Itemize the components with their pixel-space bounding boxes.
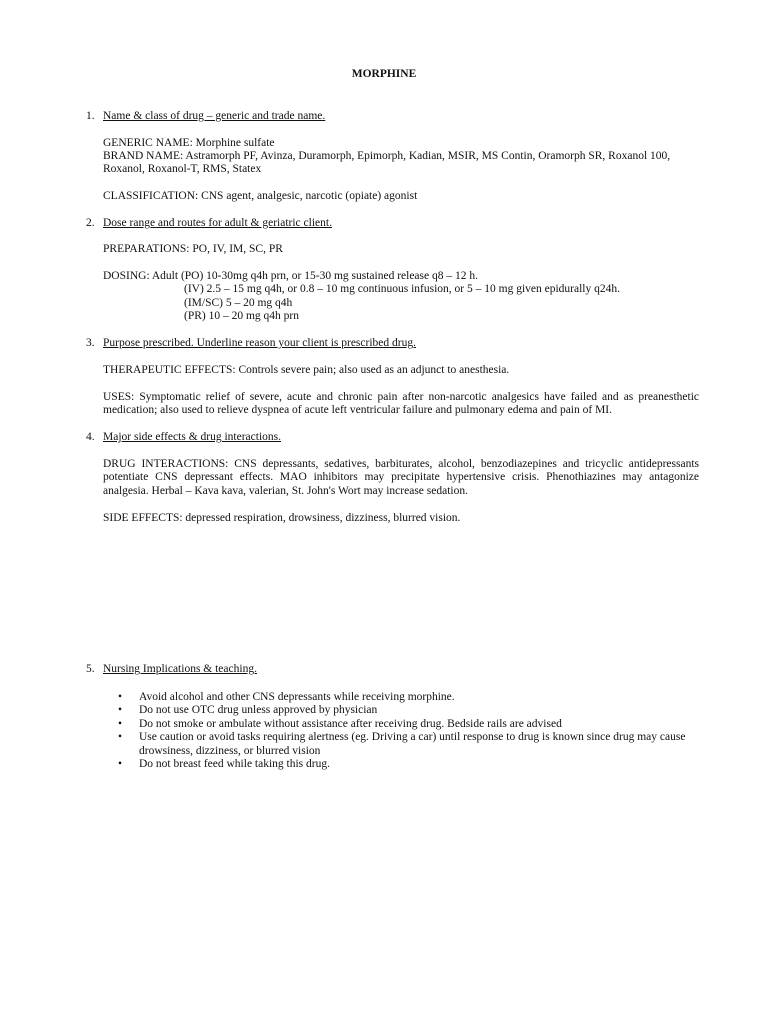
dosing-line: (IV) 2.5 – 15 mg q4h, or 0.8 – 10 mg continuous infusion, or 5 – 10 mg given epidurally q24h. (184, 283, 621, 296)
dosing-line: (PR) 10 – 20 mg q4h prn (184, 310, 299, 323)
bullet-icon: • (118, 758, 123, 771)
preparations: PREPARATIONS: PO, IV, IM, SC, PR (103, 243, 283, 255)
section-heading: Dose range and routes for adult & geriatric client. (103, 217, 332, 229)
generic-name: GENERIC NAME: Morphine sulfate (103, 137, 275, 149)
teaching-list (118, 691, 718, 771)
brand-name: BRAND NAME: Astramorph PF, Avinza, Duramorph, Epimorph, Kadian, MSIR, MS Contin, Oramorph SR, Roxanol 100, Roxanol, Roxanol-T, RMS, Statex (103, 150, 671, 176)
list-item-text: Do not use OTC drug unless approved by physician (139, 704, 378, 717)
list-item (118, 758, 718, 771)
uses: USES: Symptomatic relief of severe, acute and chronic pain after non-narcotic analgesics have failed and as preanesthetic medication; also used to relieve dyspnea of acute left ventricular failure and pulmonary edema and pain of MI. (103, 391, 699, 417)
list-item (118, 718, 718, 731)
dosing-line: (IM/SC) 5 – 20 mg q4h (184, 296, 293, 309)
list-item-text: Use caution or avoid tasks requiring alertness (eg. Driving a car) until response to drug is known since drug may cause drowsiness, dizziness, or blurred vision (139, 731, 686, 757)
list-item (118, 704, 718, 717)
bullet-icon: • (118, 691, 123, 703)
document-title: MORPHINE (351, 68, 417, 80)
bullet-icon: • (118, 731, 123, 744)
section-heading: Nursing Implications & teaching. (103, 663, 257, 675)
bullet-icon: • (118, 704, 123, 717)
therapeutic-effects: THERAPEUTIC EFFECTS: Controls severe pain; also used as an adjunct to anesthesia. (103, 364, 510, 376)
dosing-block (103, 270, 699, 324)
list-item-text: Avoid alcohol and other CNS depressants while receiving morphine. (139, 691, 455, 703)
list-item-text: Do not breast feed while taking this drug. (139, 758, 330, 771)
section-number: 3. (86, 337, 95, 349)
section-number: 2. (86, 217, 95, 229)
classification: CLASSIFICATION: CNS agent, analgesic, narcotic (opiate) agonist (103, 190, 418, 202)
section-number: 4. (86, 431, 95, 443)
dosing-line: DOSING: Adult (PO) 10-30mg q4h prn, or 15-30 mg sustained release q8 – 12 h. (103, 270, 478, 282)
section-number: 1. (86, 110, 95, 122)
drug-interactions: DRUG INTERACTIONS: CNS depressants, sedatives, barbiturates, alcohol, benzodiazepines and tricyclic antidepressants potentiate CNS depressant effects. MAO inhibitors may precipitate hypertensive crisis. Phenothiazines may antagonize analgesia. Herbal – Kava kava, valerian, St. John's Wort may increase sedation. (103, 458, 699, 497)
list-item-text: Do not smoke or ambulate without assistance after receiving drug. Bedside rails are advised (139, 717, 562, 730)
section-number: 5. (86, 663, 95, 675)
section-heading: Purpose prescribed. Underline reason your client is prescribed drug. (103, 337, 416, 349)
side-effects: SIDE EFFECTS: depressed respiration, drowsiness, dizziness, blurred vision. (103, 512, 461, 524)
bullet-icon: • (118, 717, 123, 730)
section-heading: Name & class of drug – generic and trade name. (103, 110, 326, 122)
list-item (118, 691, 718, 704)
section-heading: Major side effects & drug interactions. (103, 431, 281, 443)
list-item (118, 731, 718, 758)
